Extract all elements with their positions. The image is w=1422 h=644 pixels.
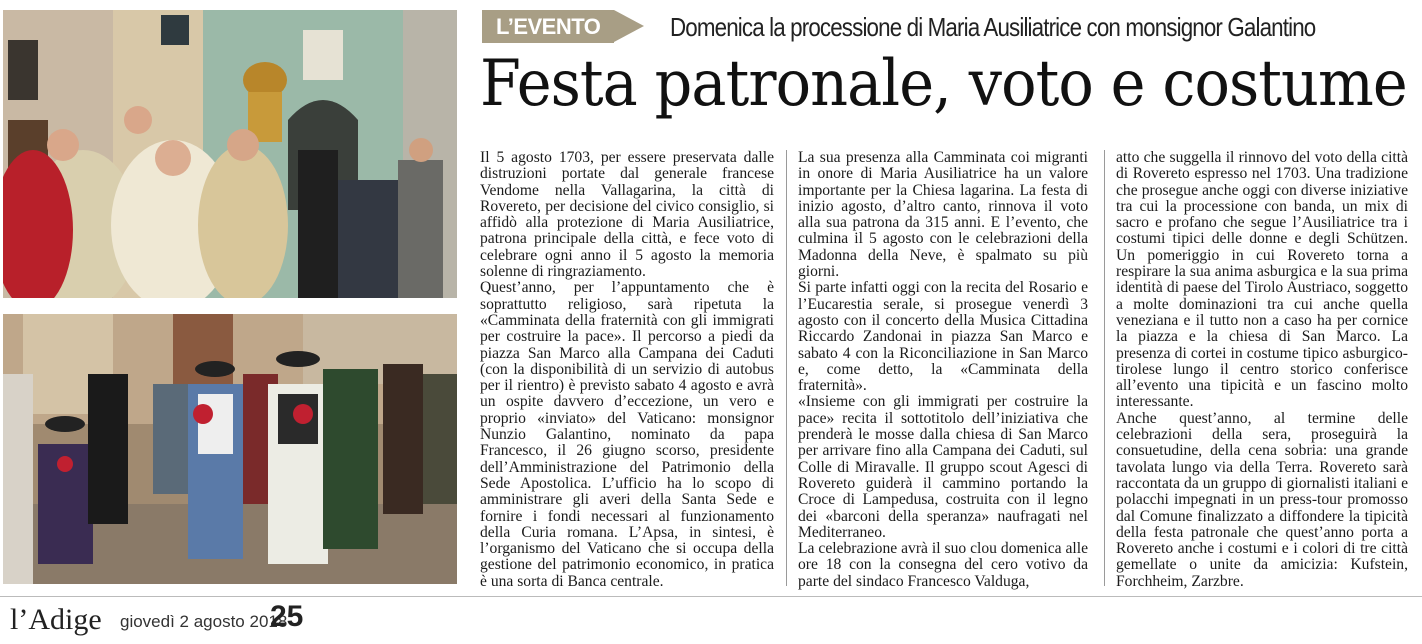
procession-clergy-photo xyxy=(3,10,457,298)
column-2-paragraph-2: Si parte infatti oggi con la recita del Rosario e l’Eucarestia serale, si prosegue venerdì 3 agosto con il concerto della Musica Cittadina Riccardo Zandonai in piazza San Marco e sabato 4 con la Riconciliazione in San Marco e, come detto, la «Camminata della fraternità». xyxy=(798,279,1088,395)
column-1-paragraph-1: Il 5 agosto 1703, per essere preservata dalle distruzioni portate dal generale francese Vendome nella Vallagarina, la città di Rovereto, per decisione del civico consiglio, si affidò alla protezione di Maria Ausiliatrice, patrona principale della città, e fece voto di celebrare ogni anno il 5 agosto la memoria solenne di ringraziamento. xyxy=(480,150,774,281)
article-headline: Festa patronale, voto e costume xyxy=(480,47,1407,121)
procession-clergy-image xyxy=(3,10,457,298)
column-2-paragraph-1: La sua presenza alla Camminata coi migranti in onore di Maria Ausiliatrice ha un valore importante per la Chiesa lagarina. La festa di inizio agosto, d’altro canto, rinnova il voto alla sua patrona da 315 anni. E l’evento, che culmina il 5 agosto con le celebrazioni della Madonna della Neve, è spalmato su più giorni. xyxy=(798,150,1088,281)
article-column-3 xyxy=(1116,150,1408,590)
section-tag-label: L’EVENTO xyxy=(496,14,601,39)
footer-rule xyxy=(0,596,1422,597)
column-2-paragraph-3: «Insieme con gli immigrati per costruire la pace» recita il sottotitolo dell’iniziativa che prenderà le mosse dalla chiesa di San Marco per arrivare fino alla Campana dei Caduti, sul Colle di Miravalle. Il gruppo scout Agesci di Rovereto guiderà il cammino portando la Croce di Lampedusa, costruita con il legno dei «barconi della speranza» naufragati nel Mediterraneo. xyxy=(798,393,1088,541)
column-rule-2 xyxy=(1104,150,1105,586)
page-number: 25 xyxy=(270,600,304,633)
article-kicker: Domenica la processione di Maria Ausiliatrice con monsignor Galantino xyxy=(670,12,1316,42)
column-rule-1 xyxy=(786,150,787,586)
column-3-paragraph-2: Anche quest’anno, al termine delle celebrazioni della sera, proseguirà la consuetudine, della cena sobria: una grande tavolata lungo via della Terra. Rovereto sarà raccontata da un gruppo di giornalisti italiani e polacchi impegnati in un press-tour promosso dal Comune finalizzato a diffondere la tipicità della festa patronale che quest’anno porta a Rovereto anche i costumi e i colori di tre città gemellate o unite da amicizia: Kufstein, Forchheim, Zarzbre. xyxy=(1116,409,1408,590)
traditional-costume-image xyxy=(3,314,457,584)
issue-date: giovedì 2 agosto 2018 xyxy=(120,612,288,631)
newspaper-name: l’Adige xyxy=(10,603,102,636)
article-column-1 xyxy=(480,150,774,590)
column-3-paragraph-1: atto che suggella il rinnovo del voto della città di Rovereto espresso nel 1703. Una tradizione che prosegue anche oggi con diverse iniziative tra cui la processione con banda, un mix di sacro e profano che segue l’Ausiliatrice tra i costumi tipici delle donne e degli Schützen. Un pomeriggio in cui Rovereto torna a respirare la sua anima asburgica e la sua prima identità di paese del Tirolo Austriaco, soggetto a molte dominazioni tra cui anche quella veneziana e il tutto non a caso ha per cornice la piazza e la chiesa di San Marco. La presenza di cortei in costume tipico asburgico-tirolese lungo il centro storico conferisce all’evento una tipicità e un fascino molto interessante. xyxy=(1116,150,1408,411)
traditional-costume-photo xyxy=(3,314,457,584)
column-1-paragraph-2: Quest’anno, per l’appuntamento che è soprattutto religioso, sarà ripetuta la «Camminata della fraternità con gli immigrati per costruire la pace». Il percorso a piedi da piazza San Marco alla Campana dei Caduti (con la disponibilità di un servizio di autobus per il rientro) è previsto sabato 4 agosto e avrà un ospite davvero d’eccezione, un vero e proprio «inviato» del Vaticano: monsignor Nunzio Galantino, nominato da papa Francesco, il 26 giugno scorso, presidente dell’Amministrazione del Patrimonio della Sede Apostolica. L’ufficio ha lo scopo di amministrare gli averi della Santa Sede e fornire i fondi necessari al funzionamento della Curia romana. L’Apsa, in sintesi, è l’organismo del Vaticano che si occupa della gestione del patrimonio economico, in pratica è una sorta di Banca centrale. xyxy=(480,279,774,590)
section-tag-arrow xyxy=(614,10,644,42)
column-2-paragraph-4: La celebrazione avrà il suo clou domenica alle ore 18 con la consegna del cero votivo da parte del sindaco Francesco Valduga, xyxy=(798,540,1088,590)
article-column-2 xyxy=(798,150,1088,590)
